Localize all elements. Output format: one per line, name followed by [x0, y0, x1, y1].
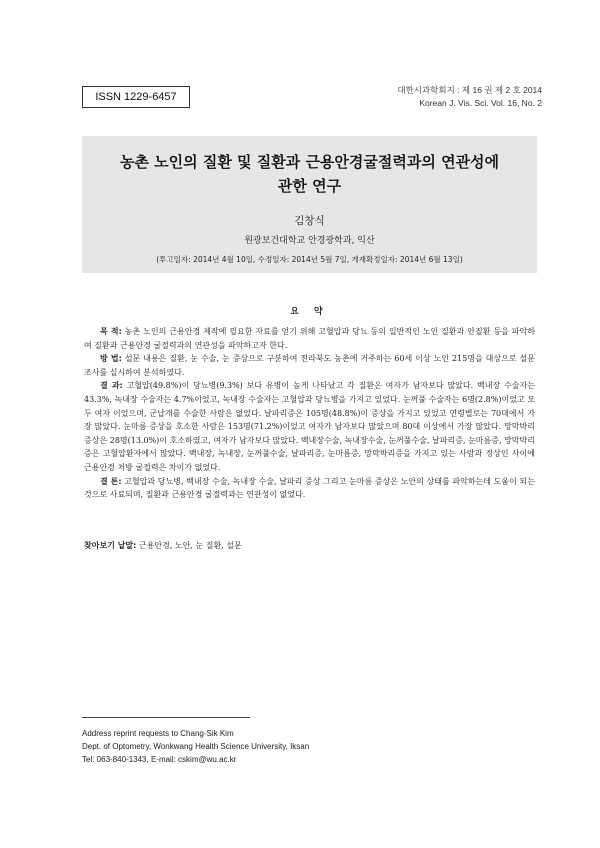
- method-label: 방 법:: [100, 354, 122, 364]
- issn-box: ISSN 1229-6457: [82, 86, 190, 108]
- correspondence-footnote: [82, 727, 309, 766]
- paper-title-line-2: 관한 연구: [277, 177, 342, 195]
- submission-dates: (투고일자: 2014년 4월 10일, 수정일자: 2014년 5월 7일, 게재확정일자: 2014년 6월 13일): [156, 255, 463, 264]
- abstract-method: [84, 352, 535, 379]
- conclusion-label: 결 론:: [100, 476, 122, 486]
- result-text: 고혈압(49.8%)이 당뇨병(9.3%) 보다 유병이 높게 나타났고 각 질환은 여자가 남자보다 많았다. 백내장 수술자는 43.3%, 녹내장 수술자는 4.7%이었고, 녹내장 수술자는 고혈압과 당뇨병을 가지고 있었다. 눈꺼풀 수술자는 6명(2.8%)이었고 모두 여자 이었으며, 군납개를 수술한 사람은 없었다. 날파리증은 105명(48.8%)이 증상을 가지고 있었고 연령별로는 70대에서 가장 많았다. 눈마름 증상을 호소한 사람은 153명(71.2%)이었고 여자가 남자보다 많았으며 80대 이상에서 가장 많았다. 망막박리 증상은 28명(13.0%)이 호소하였고, 여자가 남자보다 많았다. 백내장수술, 녹내장수술, 눈꺼풀수술, 날파리증, 눈마름증, 망막박리증은 고혈압환자에서 많았다. 백내장, 녹내장, 눈꺼풀수술, 날파리증, 눈마름증, 망막박리증을 가지고 있는 사람과 정상인 사이에 근용안경 처방 굴절력은 차이가 없었다.: [84, 381, 535, 472]
- footnote-divider: [82, 717, 250, 718]
- footnote-line-2: Dept. of Optometry, Wonkwang Health Science University, Iksan: [82, 742, 310, 751]
- purpose-label: 목 적:: [100, 327, 122, 336]
- abstract-purpose: [84, 325, 535, 352]
- method-text: 설문 내용은 질환, 눈 수술, 눈 증상으로 구분하여 전라북도 농촌에 거주하는 60세 이상 노인 215명을 대상으로 설문조사를 실시하여 분석하였다.: [84, 354, 535, 377]
- author-affiliation: 원광보건대학교 안경광학과, 익산: [244, 236, 375, 246]
- author-name: 김창식: [294, 215, 325, 227]
- abstract-result: [84, 379, 535, 474]
- title-block: [82, 136, 537, 273]
- journal-english: Korean J. Vis. Sci. Vol. 16, No. 2: [419, 98, 542, 108]
- abstract-heading: 요 약: [290, 307, 329, 317]
- keywords-value: 근용안경, 노안, 눈 질환, 설문: [136, 541, 242, 550]
- journal-info: [397, 84, 542, 110]
- purpose-text: 농촌 노인의 근용안경 제작에 필요한 자료를 얻기 위해 고혈압과 당뇨 등의 일반적인 노인 질환과 안질환 등을 파악하여 질환과 근용안경 굴절력과의 연관성을 파악하고자 한다.: [84, 327, 535, 350]
- keywords: [84, 540, 535, 551]
- abstract-conclusion: [84, 475, 535, 502]
- keywords-label: 찾아보기 낱말:: [84, 541, 137, 550]
- journal-korean: 대한시과학회지 : 제 16 권 제 2 호 2014: [397, 85, 542, 95]
- result-label: 결 과:: [100, 381, 123, 391]
- footnote-line-1: Address reprint requests to Chang-Sik Kim: [82, 729, 234, 738]
- conclusion-text: 고혈압과 당뇨병, 백내장 수술, 녹내장 수술, 날파리 증상 그리고 눈마름 증상은 노안의 상태를 파악하는데 도움이 되는 것으로 사료되며, 질환과 근용안경 굴절력과는 연관성이 없었다.: [84, 476, 535, 500]
- paper-title-line-1: 농촌 노인의 질환 및 질환과 근용안경굴절력과의 연관성에: [119, 153, 500, 171]
- paper-title: [82, 150, 537, 198]
- footnote-line-3: Tel: 063-840-1343, E-mail: cskim@wu.ac.kr: [82, 755, 237, 764]
- abstract-body: [84, 325, 535, 502]
